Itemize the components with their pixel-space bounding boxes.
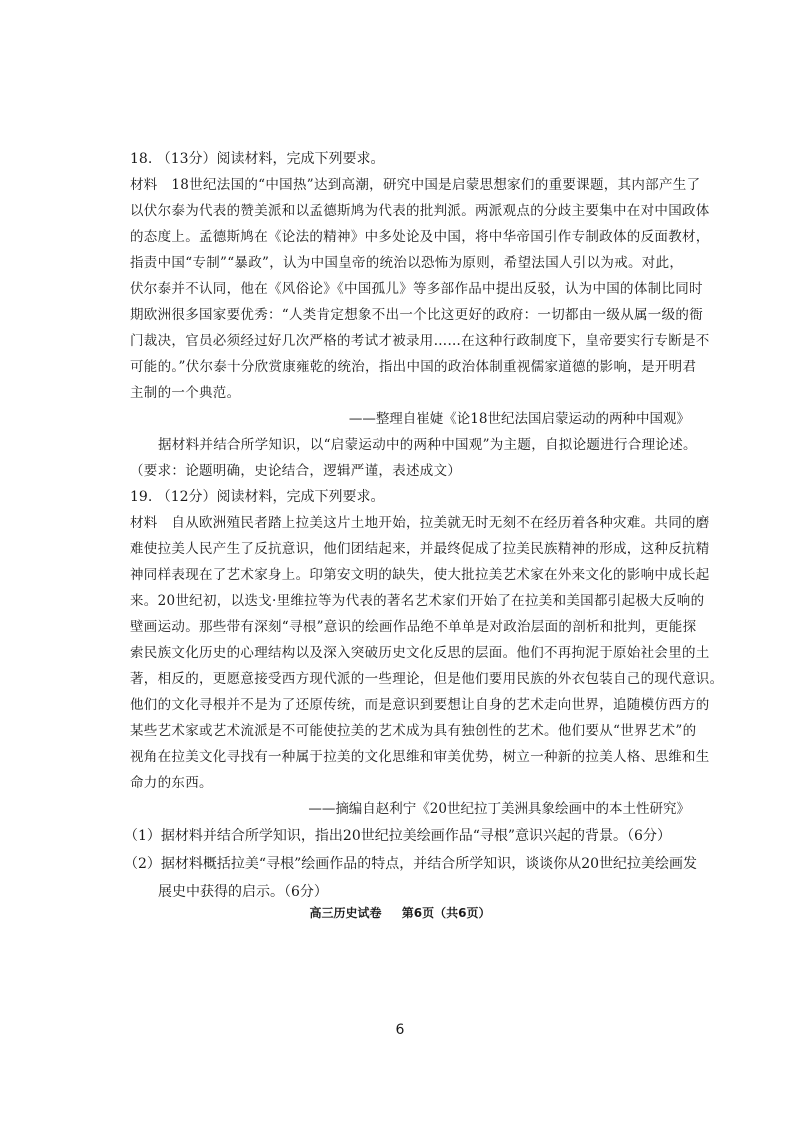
material-line: 来。20世纪初，以迭戈·里维拉等为代表的著名艺术家们开始了在拉美和美国都引起极大反响的 xyxy=(130,593,705,609)
material-line: 材料 18世纪法国的“中国热”达到高潮，研究中国是启蒙思想家们的重要课题，其内部产生了 xyxy=(130,177,701,193)
material-line: 门裁决，官员必须经过好几次严格的考试才被录用……在这种行政制度下，皇帝要实行专断是不 xyxy=(130,333,710,349)
material-line: 以伏尔泰为代表的赞美派和以孟德斯鸠为代表的批判派。两派观点的分歧主要集中在对中国政体 xyxy=(130,203,710,219)
material-line: 期欧洲很多国家要优秀：“人类肯定想象不出一个比这更好的政府：一切都由一级从属一级的衙 xyxy=(130,307,703,323)
page-footer xyxy=(0,904,800,921)
exam-name: 高三历史试卷 xyxy=(309,906,382,920)
question-18-source: ——整理自崔婕《论18世纪法国启蒙运动的两种中国观》 xyxy=(348,411,690,427)
material-line: 材料 自从欧洲殖民者踏上拉美这片土地开始，拉美就无时无刻不在经历着各种灾难。共同的磨 xyxy=(130,515,710,531)
material-line: 神同样表现在了艺术家身上。印第安文明的缺失，使大批拉美艺术家在外来文化的影响中成长起 xyxy=(130,567,710,583)
page-info: 第6页（共6页） xyxy=(401,906,491,920)
question-18-requirements: （要求：论题明确，史论结合，逻辑严谨，表述成文） xyxy=(130,463,462,479)
material-line: 壁画运动。那些带有深刻“寻根”意识的绘画作品绝不单单是对政治层面的剖析和批判，更能探 xyxy=(130,619,697,635)
question-18 xyxy=(130,146,710,484)
question-18-title: 18. （13分）阅读材料，完成下列要求。 xyxy=(130,151,385,167)
material-line: 的态度上。孟德斯鸠在《论法的精神》中多处论及中国，将中华帝国引作专制政体的反面教材， xyxy=(130,229,710,245)
material-line: 视角在拉美文化寻找有一种属于拉美的文化思维和审美优势，树立一种新的拉美人格、思维和生 xyxy=(130,749,710,765)
sub-question-2-continued: 展史中获得的启示。（6分） xyxy=(158,884,328,900)
question-19-source: ——摘编自赵利宁《20世纪拉丁美洲具象绘画中的本土性研究》 xyxy=(308,801,690,817)
question-18-task: 据材料并结合所学知识，以“启蒙运动中的两种中国观”为主题，自拟论题进行合理论述。 xyxy=(158,437,697,453)
material-line: 伏尔泰并不认同，他在《风俗论》《中国孤儿》等多部作品中提出反驳，认为中国的体制比同时 xyxy=(130,281,703,297)
question-18-material xyxy=(130,172,710,406)
material-line: 难使拉美人民产生了反抗意识，他们团结起来，并最终促成了拉美民族精神的形成，这种反抗精 xyxy=(130,541,710,557)
material-line: 他们的文化寻根并不是为了还原传统，而是意识到要想让自身的艺术走向世界，追随模仿西方的 xyxy=(130,697,710,713)
material-line: 命力的东西。 xyxy=(130,775,213,791)
sub-question-1: （1）据材料并结合所学知识，指出20世纪拉美绘画作品“寻根”意识兴起的背景。（6分） xyxy=(124,828,671,844)
material-line: 索民族文化历史的心理结构以及深入突破历史文化反思的层面。他们不再拘泥于原始社会里的土 xyxy=(130,645,710,661)
question-19-title: 19. （12分）阅读材料，完成下列要求。 xyxy=(130,489,385,505)
question-19 xyxy=(124,484,724,906)
material-line: 主制的一个典范。 xyxy=(130,385,241,401)
sub-question-2: （2）据材料概括拉美“寻根”绘画作品的特点，并结合所学知识，谈谈你从20世纪拉美绘画发 xyxy=(124,856,698,872)
material-line: 某些艺术家或艺术流派是不可能使拉美的艺术成为具有独创性的艺术。他们要从“世界艺术”的 xyxy=(130,723,697,739)
material-line: 可能的。”伏尔泰十分欣赏康雍乾的统治，指出中国的政治体制重视儒家道德的影响，是开明君 xyxy=(130,359,697,375)
material-line: 指责中国“专制”“暴政”，认为中国皇帝的统治以恐怖为原则，希望法国人引以为戒。对此， xyxy=(130,255,684,271)
page-number: 6 xyxy=(395,1022,405,1038)
material-line: 著，相反的，更愿意接受西方现代派的一些理论，但是他们要用民族的外衣包装自己的现代意识。 xyxy=(130,671,724,687)
question-19-material xyxy=(130,510,724,796)
